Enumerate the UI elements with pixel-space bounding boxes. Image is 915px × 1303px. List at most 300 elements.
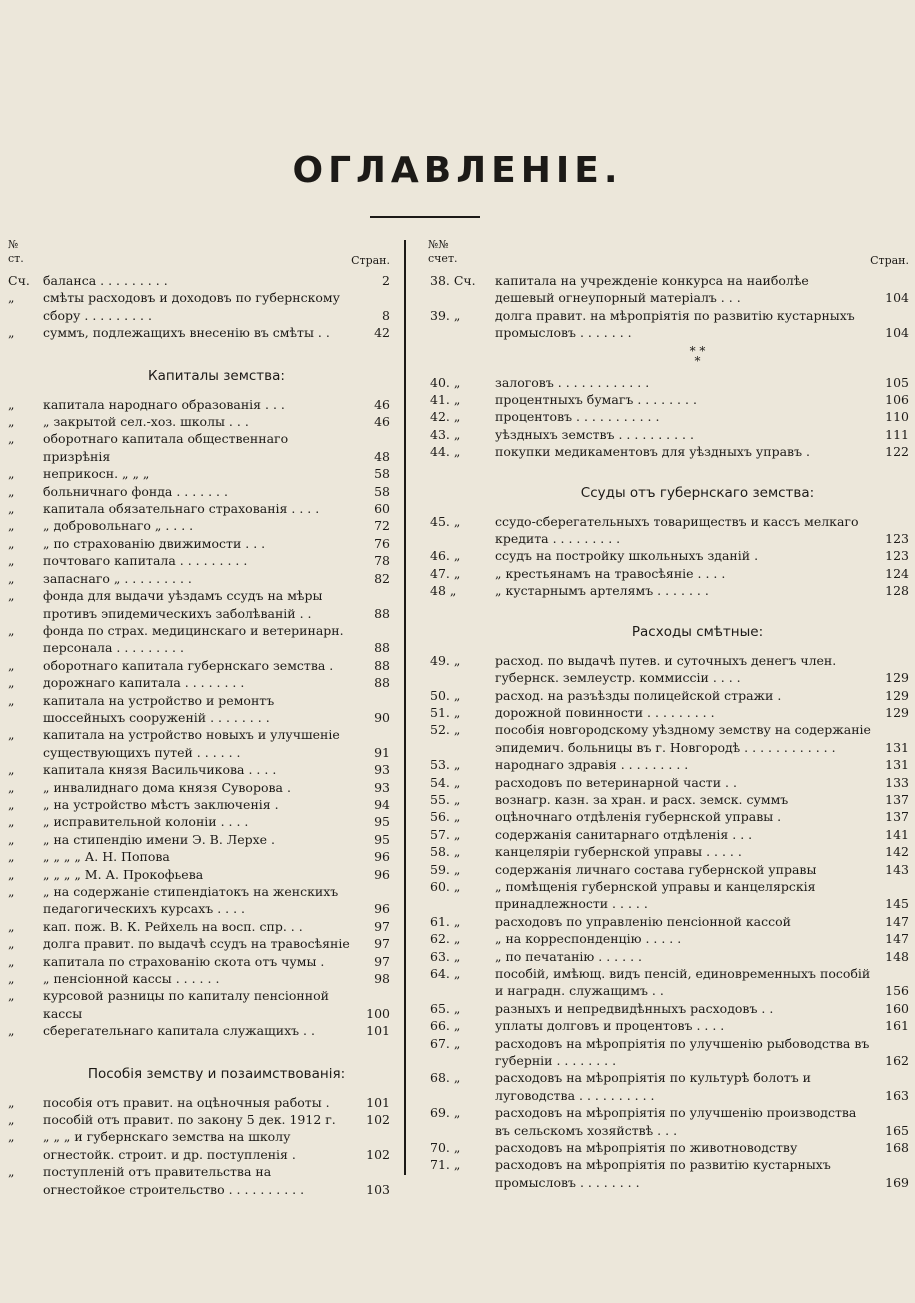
toc-entry [0,831,395,848]
entry-title: расход. на разъѣзды полицейской стражи . [495,687,782,703]
entry-title: „ крестьянамъ на травосѣяніе . . . . [495,565,726,581]
entry-page-number: 101 [366,1094,390,1110]
entry-page-number: 42 [374,325,390,341]
entry-title: „ „ „ „ М. А. Прокофьева [43,866,204,882]
entry-title: сберегательнаго капитала служащихъ . . [43,1023,315,1039]
entry-page-number: 129 [885,687,909,703]
entry-number: „ [8,657,15,673]
toc-entry [420,808,915,825]
toc-entry [0,1094,395,1111]
right-header-number: №№ счет. [428,238,458,265]
entry-number: 39. „ [430,307,461,323]
entry-title: дорожной повинности . . . . . . . . . [495,704,715,720]
toc-entry [420,1000,915,1017]
entry-title: процентныхъ бумагъ . . . . . . . . [495,392,697,408]
toc-entry [0,465,395,482]
toc-entry [0,866,395,883]
page-title: ОГЛАВЛЕНIЕ. [292,150,623,191]
entry-number: „ [8,290,15,306]
entry-number: „ [8,553,15,569]
toc-entry [420,965,915,1000]
toc-entry [0,272,395,289]
entry-title: „ исправительной колоніи . . . . [43,814,249,830]
toc-entry [420,408,915,425]
toc-entry [420,1156,915,1191]
entry-title: пособія отъ правит. на оцѣночныя работы . [43,1094,330,1110]
entry-number: „ [8,866,15,882]
toc-entry [420,426,915,443]
entry-title: „ по печатанію . . . . . . [495,948,642,964]
toc-entry [420,861,915,878]
entry-title: канцеляріи губернской управы . . . . . [495,844,742,860]
toc-entry [0,570,395,587]
entry-title: почтоваго капитала . . . . . . . . . [43,553,248,569]
entry-page-number: 137 [885,809,909,825]
right-header-page: Стран. [870,254,909,267]
entry-number: 60. „ [430,878,461,894]
toc-entry [0,396,395,413]
right-entries [420,272,915,1191]
entry-title: покупки медикаментовъ для уѣздныхъ управъ . [495,444,810,460]
entry-number: 68. „ [430,1070,461,1086]
toc-entry [420,791,915,808]
entry-page-number: 104 [885,325,909,341]
entry-page-number: 58 [374,483,390,499]
entry-page-number: 128 [885,583,909,599]
entry-title: капитала князя Васильчикова . . . . [43,762,277,778]
entry-number: 63. „ [430,948,461,964]
entry-page-number: 88 [374,640,390,656]
entry-title: „ на содержаніе стипендіатокъ на женскихъ педагогическихъ курсахъ . . . . [43,884,339,917]
entry-title: запаснаго „ . . . . . . . . . [43,570,192,586]
toc-entry [0,953,395,970]
entry-title: расходовъ на мѣропріятія по культурѣ болотъ и луговодства . . . . . . . . . . [495,1070,811,1103]
entry-number: „ [8,570,15,586]
entry-title: „ закрытой сел.-хоз. школы . . . [43,414,249,430]
entry-title: дорожнаго капитала . . . . . . . . [43,675,245,691]
toc-entry [420,930,915,947]
entry-number: 47. „ [430,565,461,581]
toc-entry [0,813,395,830]
entry-title: пособій, имѣющ. видъ пенсій, единовременныхъ пособій и наградн. служащимъ . . [495,966,871,999]
toc-entry [0,674,395,691]
entry-title: уплаты долговъ и процентовъ . . . . [495,1018,725,1034]
toc-entry [0,883,395,918]
entry-page-number: 46 [374,396,390,412]
entry-page-number: 97 [374,936,390,952]
entry-number: „ [8,762,15,778]
entry-number: „ [8,1094,15,1110]
right-column [420,238,915,1191]
entry-page-number: 147 [885,931,909,947]
toc-entry [420,307,915,342]
toc-entry [0,483,395,500]
entry-title: „ на корреспонденцію . . . . . [495,931,682,947]
entry-number: 70. „ [430,1140,461,1156]
entry-title: смѣты расходовъ и доходовъ по губернскому сбору . . . . . . . . . [43,290,341,323]
toc-entry [420,843,915,860]
entry-number: 42. „ [430,409,461,425]
entry-page-number: 102 [366,1112,390,1128]
entry-number: 54. „ [430,774,461,790]
entry-number: „ [8,849,15,865]
entry-title: оборотнаго капитала губернскаго земства . [43,657,334,673]
toc-entry [0,324,395,341]
entry-page-number: 76 [374,535,390,551]
entry-number: „ [8,1129,15,1145]
entry-page-number: 91 [374,744,390,760]
toc-entry [420,513,915,548]
left-header-number: № ст. [8,238,24,265]
entry-number: „ [8,466,15,482]
entry-title: „ добровольнаго „ . . . . [43,518,194,534]
toc-entry [420,443,915,460]
toc-entry [420,1035,915,1070]
entry-title: больничнаго фонда . . . . . . . [43,483,228,499]
entry-number: 61. „ [430,913,461,929]
entry-title: уѣздныхъ земствъ . . . . . . . . . . [495,426,694,442]
toc-entry [420,878,915,913]
entry-title: залоговъ . . . . . . . . . . . . [495,374,650,390]
entry-page-number: 163 [885,1087,909,1103]
entry-number: „ [8,988,15,1004]
left-header-page: Стран. [351,254,390,267]
toc-entry [0,1111,395,1128]
entry-number: „ [8,325,15,341]
entry-page-number: 142 [885,844,909,860]
entry-number: „ [8,431,15,447]
entry-title: курсовой разницы по капиталу пенсіонной кассы [43,988,329,1021]
entry-title: расходовъ на мѣропріятія по улучшенію рыбоводства въ губерніи . . . . . . . . [495,1035,870,1069]
toc-entry [0,552,395,569]
entry-page-number: 131 [885,739,909,755]
entry-number: 62. „ [430,931,461,947]
entry-number: „ [8,814,15,830]
entry-number: „ [8,588,15,604]
toc-entry [0,779,395,796]
entry-number: 64. „ [430,966,461,981]
entry-title: „ по страхованію движимости . . . [43,535,266,551]
entry-page-number: 102 [366,1146,390,1162]
entry-page-number: 72 [374,518,390,534]
entry-number: 55. „ [430,791,461,807]
toc-entry [420,652,915,687]
title-underline [370,216,480,218]
toc-entry [420,1139,915,1156]
entry-number: „ [8,501,15,517]
entry-title: „ кустарнымъ артелямъ . . . . . . . [495,583,709,599]
entry-number: 59. „ [430,861,461,877]
entry-number: 52. „ [430,722,461,738]
entry-page-number: 145 [885,896,909,912]
entry-number: „ [8,622,15,638]
entry-title: народнаго здравія . . . . . . . . . [495,757,689,773]
entry-page-number: 131 [885,757,909,773]
toc-entry [420,547,915,564]
entry-page-number: 143 [885,861,909,877]
entry-page-number: 88 [374,675,390,691]
entry-title: содержанія санитарнаго отдѣленія . . . [495,826,753,842]
section-heading: Ссуды отъ губернскаго земства: [580,484,815,501]
entry-page-number: 161 [885,1018,909,1034]
entry-page-number: 104 [885,290,909,306]
entry-title: содержанія личнаго состава губернской управы [495,861,817,877]
entry-page-number: 129 [885,704,909,720]
entry-page-number: 96 [374,866,390,882]
entry-number: 45. „ [430,513,461,529]
entry-number: 69. „ [430,1105,461,1121]
entry-page-number: 162 [885,1053,909,1069]
toc-entry [0,1163,395,1198]
entry-page-number: 123 [885,531,909,547]
entry-title: „ „ „ и губернскаго земства на школу огнестойк. строит. и др. поступленія . [43,1129,296,1162]
toc-entry [420,272,915,307]
entry-page-number: 94 [374,796,390,812]
entry-number: „ [8,936,15,952]
toc-entry [0,1022,395,1039]
entry-page-number: 90 [374,709,390,725]
entry-number: 41. „ [430,392,461,408]
entry-title: „ на стипендію имени Э. В. Лерхе . [43,831,276,847]
entry-page-number: 96 [374,901,390,917]
entry-number: Сч. [8,273,30,288]
toc-entry [0,517,395,534]
entry-number: 71. „ [430,1157,461,1173]
section-heading: Капиталы земства: [148,367,285,384]
entry-number: 53. „ [430,757,461,773]
entry-page-number: 58 [374,466,390,482]
entry-page-number: 156 [885,983,909,999]
entry-number: „ [8,535,15,551]
toc-entry [0,848,395,865]
entry-title: капитала на устройство и ремонтъ шоссейныхъ сооруженій . . . . . . . . [43,692,275,725]
toc-entry [420,913,915,930]
entry-number: 44. „ [430,444,461,460]
entry-title: капитала по страхованію скота отъ чумы . [43,953,325,969]
entry-number: 43. „ [430,426,461,442]
entry-page-number: 88 [374,657,390,673]
entry-page-number: 141 [885,826,909,842]
entry-number: 58. „ [430,844,461,860]
entry-number: „ [8,692,15,708]
entry-title: вознагр. казн. за хран. и расх. земск. суммъ [495,791,789,807]
asterism-separator: * * * [689,343,706,368]
entry-title: расходовъ на мѣропріятія по животноводству [495,1140,798,1156]
entry-title: разныхъ и непредвидѣнныхъ расходовъ . . [495,1000,774,1016]
entry-title: долга правит. по выдачѣ ссудъ на травосѣяніе [43,936,350,952]
entry-page-number: 82 [374,570,390,586]
entry-title: ссудъ на постройку школьныхъ зданій . [495,548,759,564]
toc-entry [420,1017,915,1034]
entry-page-number: 123 [885,548,909,564]
toc-entry [0,430,395,465]
entry-number: 48 „ [430,583,457,599]
entry-page-number: 93 [374,779,390,795]
toc-entry [0,918,395,935]
entry-number: 40. „ [430,374,461,390]
section-heading: Пособія земству и позаимствованія: [87,1065,346,1082]
entry-title: долга правит. на мѣропріятія по развитію кустарныхъ промысловъ . . . . . . . [495,307,855,341]
entry-title: капитала на устройство новыхъ и улучшеніе существующихъ путей . . . . . . [43,727,340,760]
entry-page-number: 133 [885,774,909,790]
entry-title: капитала обязательнаго страхованія . . . . [43,501,320,517]
right-column-header [420,238,915,272]
entry-page-number: 97 [374,953,390,969]
entry-page-number: 137 [885,791,909,807]
toc-entry [0,587,395,622]
entry-number: „ [8,1164,15,1180]
left-column [0,238,395,1198]
entry-number: „ [8,796,15,812]
entry-title: кап. пож. В. К. Рейхель на восп. спр. . . [43,918,303,934]
entry-number: „ [8,675,15,691]
entry-page-number: 103 [366,1181,390,1197]
entry-title: расход. по выдачѣ путев. и суточныхъ денегъ член. губернск. землеустр. коммиссіи . . . . [495,652,837,686]
entry-number: 51. „ [430,704,461,720]
toc-entry [420,704,915,721]
column-divider [404,240,406,1175]
entry-number: „ [8,1023,15,1039]
entry-title: капитала на учрежденіе конкурса на наиболѣе дешевый огнеупорный матеріалъ . . . [495,273,809,306]
entry-number: 66. „ [430,1018,461,1034]
entry-title: фонда по страх. медицинскаго и ветеринарн. персонала . . . . . . . . . [43,622,344,656]
toc-entry [0,500,395,517]
entry-page-number: 106 [885,392,909,408]
toc-entry [0,987,395,1022]
toc-entry [420,582,915,599]
entry-page-number: 147 [885,913,909,929]
entry-number: 46. „ [430,548,461,564]
entry-title: ссудо-сберегательныхъ товариществъ и кассъ мелкаго кредита . . . . . . . . . [495,513,859,547]
entry-title: „ инвалиднаго дома князя Суворова . [43,779,291,795]
entry-page-number: 148 [885,948,909,964]
entry-page-number: 78 [374,553,390,569]
entry-page-number: 169 [885,1174,909,1190]
entry-page-number: 111 [885,426,909,442]
entry-title: капитала народнаго образованія . . . [43,396,285,412]
entry-page-number: 93 [374,762,390,778]
entry-title: расходовъ по ветеринарной части . . [495,774,737,790]
toc-entry [0,726,395,761]
left-entries [0,272,395,1198]
toc-entry [420,565,915,582]
toc-entry [420,774,915,791]
entry-page-number: 95 [374,814,390,830]
entry-title: процентовъ . . . . . . . . . . . [495,409,660,425]
toc-entry [420,721,915,756]
entry-number: „ [8,779,15,795]
entry-page-number: 60 [374,501,390,517]
toc-entry [420,826,915,843]
toc-entry [0,657,395,674]
entry-title: расходовъ на мѣропріятія по развитію кустарныхъ промысловъ . . . . . . . . [495,1157,831,1190]
entry-title: „ помѣщенія губернской управы и канцелярскія принадлежности . . . . . [495,878,816,912]
toc-entry [0,935,395,952]
entry-title: баланса . . . . . . . . . [43,273,168,288]
toc-entry [420,948,915,965]
entry-number: „ [8,884,15,899]
entry-number: 50. „ [430,687,461,703]
toc-entry [420,1069,915,1104]
entry-page-number: 48 [374,448,390,464]
entry-number: „ [8,831,15,847]
entry-number: 67. „ [430,1035,461,1051]
entry-title: „ „ „ „ А. Н. Попова [43,849,170,865]
toc-entry [0,970,395,987]
entry-title: фонда для выдачи уѣздамъ ссудъ на мѣры противъ эпидемическихъ заболѣваній . . [43,588,323,621]
entry-number: „ [8,414,15,430]
entry-page-number: 105 [885,374,909,390]
entry-page-number: 165 [885,1122,909,1138]
entry-page-number: 160 [885,1000,909,1016]
entry-title: расходовъ по управленію пенсіонной кассой [495,913,791,929]
entry-page-number: 129 [885,670,909,686]
entry-page-number: 98 [374,971,390,987]
toc-entry [420,1104,915,1139]
entry-page-number: 95 [374,831,390,847]
toc-entry [420,391,915,408]
entry-title: суммъ, подлежащихъ внесенію въ смѣты . . [43,325,330,341]
entry-number: „ [8,396,15,412]
section-heading: Расходы смѣтные: [631,623,764,640]
entry-title: оборотнаго капитала общественнаго призрѣнія [43,431,289,464]
entry-number: 49. „ [430,652,461,668]
entry-title: „ на устройство мѣстъ заключенія . [43,796,279,812]
toc-entry [0,622,395,657]
toc-entry [0,413,395,430]
entry-number: „ [8,483,15,499]
toc-entry [0,289,395,324]
entry-title: пособія новгородскому уѣздному земству на содержаніе эпидемич. больницы въ г. Новгородѣ . . . . . . . . . . . . [495,722,871,755]
entry-page-number: 88 [374,605,390,621]
toc-entry [0,692,395,727]
entry-number: „ [8,727,15,743]
toc-entry [420,374,915,391]
entry-page-number: 101 [366,1023,390,1039]
entry-page-number: 110 [885,409,909,425]
entry-number: „ [8,918,15,934]
entry-page-number: 96 [374,849,390,865]
entry-number: 38. Сч. [430,273,476,288]
toc-entry [0,535,395,552]
entry-page-number: 168 [885,1140,909,1156]
entry-number: „ [8,953,15,969]
entry-title: расходовъ на мѣропріятія по улучшенію производства въ сельскомъ хозяйствѣ . . . [495,1105,857,1138]
entry-title: пособій отъ правит. по закону 5 дек. 1912 г. [43,1112,336,1128]
entry-page-number: 97 [374,918,390,934]
entry-page-number: 124 [885,565,909,581]
toc-entry [420,687,915,704]
entry-title: поступленій отъ правительства на огнестойкое строительство . . . . . . . . . . [43,1164,305,1197]
entry-page-number: 2 [382,273,390,288]
entry-page-number: 100 [366,1005,390,1021]
entry-number: 57. „ [430,826,461,842]
entry-number: 56. „ [430,809,461,825]
toc-entry [0,796,395,813]
entry-title: оцѣночнаго отдѣленія губернской управы . [495,809,782,825]
toc-entry [0,761,395,778]
entry-number: „ [8,518,15,534]
entry-number: „ [8,971,15,987]
entry-title: „ пенсіонной кассы . . . . . . [43,971,220,987]
entry-number: „ [8,1112,15,1128]
entry-page-number: 8 [382,307,390,323]
entry-page-number: 122 [885,444,909,460]
entry-page-number: 46 [374,414,390,430]
entry-title: неприкосн. „ „ „ [43,466,150,482]
toc-entry [0,1128,395,1163]
entry-number: 65. „ [430,1000,461,1016]
